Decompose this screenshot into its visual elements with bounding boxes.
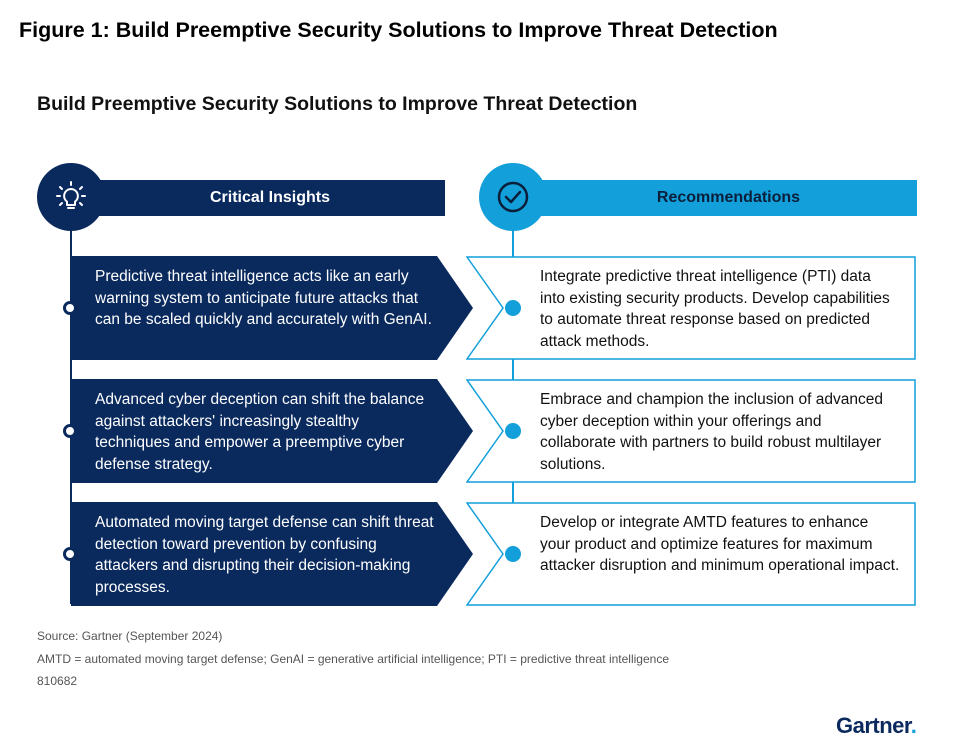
source-note: Source: Gartner (September 2024) <box>37 629 223 643</box>
recommendation-text-1: Integrate predictive threat intelligence (PTI) data into existing security products. Develop capabilities to automate threat response based on predicted attack methods. <box>540 268 890 350</box>
recommendation-text-3: Develop or integrate AMTD features to enhance your product and optimize features for maximum attacker disruption and minimum operational impact. <box>540 514 900 574</box>
diagram-title: Build Preemptive Security Solutions to Improve Threat Detection <box>37 93 638 115</box>
insight-marker-3 <box>63 547 77 561</box>
insight-text-3: Automated moving target defense can shift threat detection toward prevention by confusing attackers and disrupting their decision-making processes. <box>95 514 434 596</box>
recommendation-marker-2 <box>505 423 521 439</box>
insight-marker-1 <box>63 301 77 315</box>
insights-header: Critical Insights <box>95 180 445 216</box>
recommendation-marker-1 <box>505 300 521 316</box>
gartner-logo: Gartner. <box>836 713 917 738</box>
figure-title: Figure 1: Build Preemptive Security Solutions to Improve Threat Detection <box>19 18 778 42</box>
insight-text-1: Predictive threat intelligence acts like an early warning system to anticipate future attacks that can be scaled quickly and accurately with GenAI. <box>95 268 432 328</box>
recommendation-card-2 <box>466 379 916 483</box>
recommendation-card-3 <box>466 502 916 606</box>
insight-card-3 <box>71 502 473 606</box>
insight-text-2: Advanced cyber deception can shift the balance against attackers' increasingly stealthy techniques and empower a preemptive cyber defense strategy. <box>95 391 425 473</box>
insight-card-2 <box>71 379 473 483</box>
lightbulb-icon <box>37 163 105 231</box>
recommendation-text-2: Embrace and champion the inclusion of advanced cyber deception within your offerings and collaborate with partners to build robust multilayer solutions. <box>540 391 883 473</box>
recommendation-marker-3 <box>505 546 521 562</box>
document-id: 810682 <box>37 674 78 688</box>
insight-card-1 <box>71 256 473 360</box>
recommendation-card-1 <box>466 256 916 360</box>
abbreviations-note: AMTD = automated moving target defense; GenAI = generative artificial intelligence; PTI = predictive threat intelligence <box>37 652 670 666</box>
recommendations-header: Recommendations <box>540 180 917 216</box>
checkmark-circle-icon <box>479 163 547 231</box>
insight-marker-2 <box>63 424 77 438</box>
